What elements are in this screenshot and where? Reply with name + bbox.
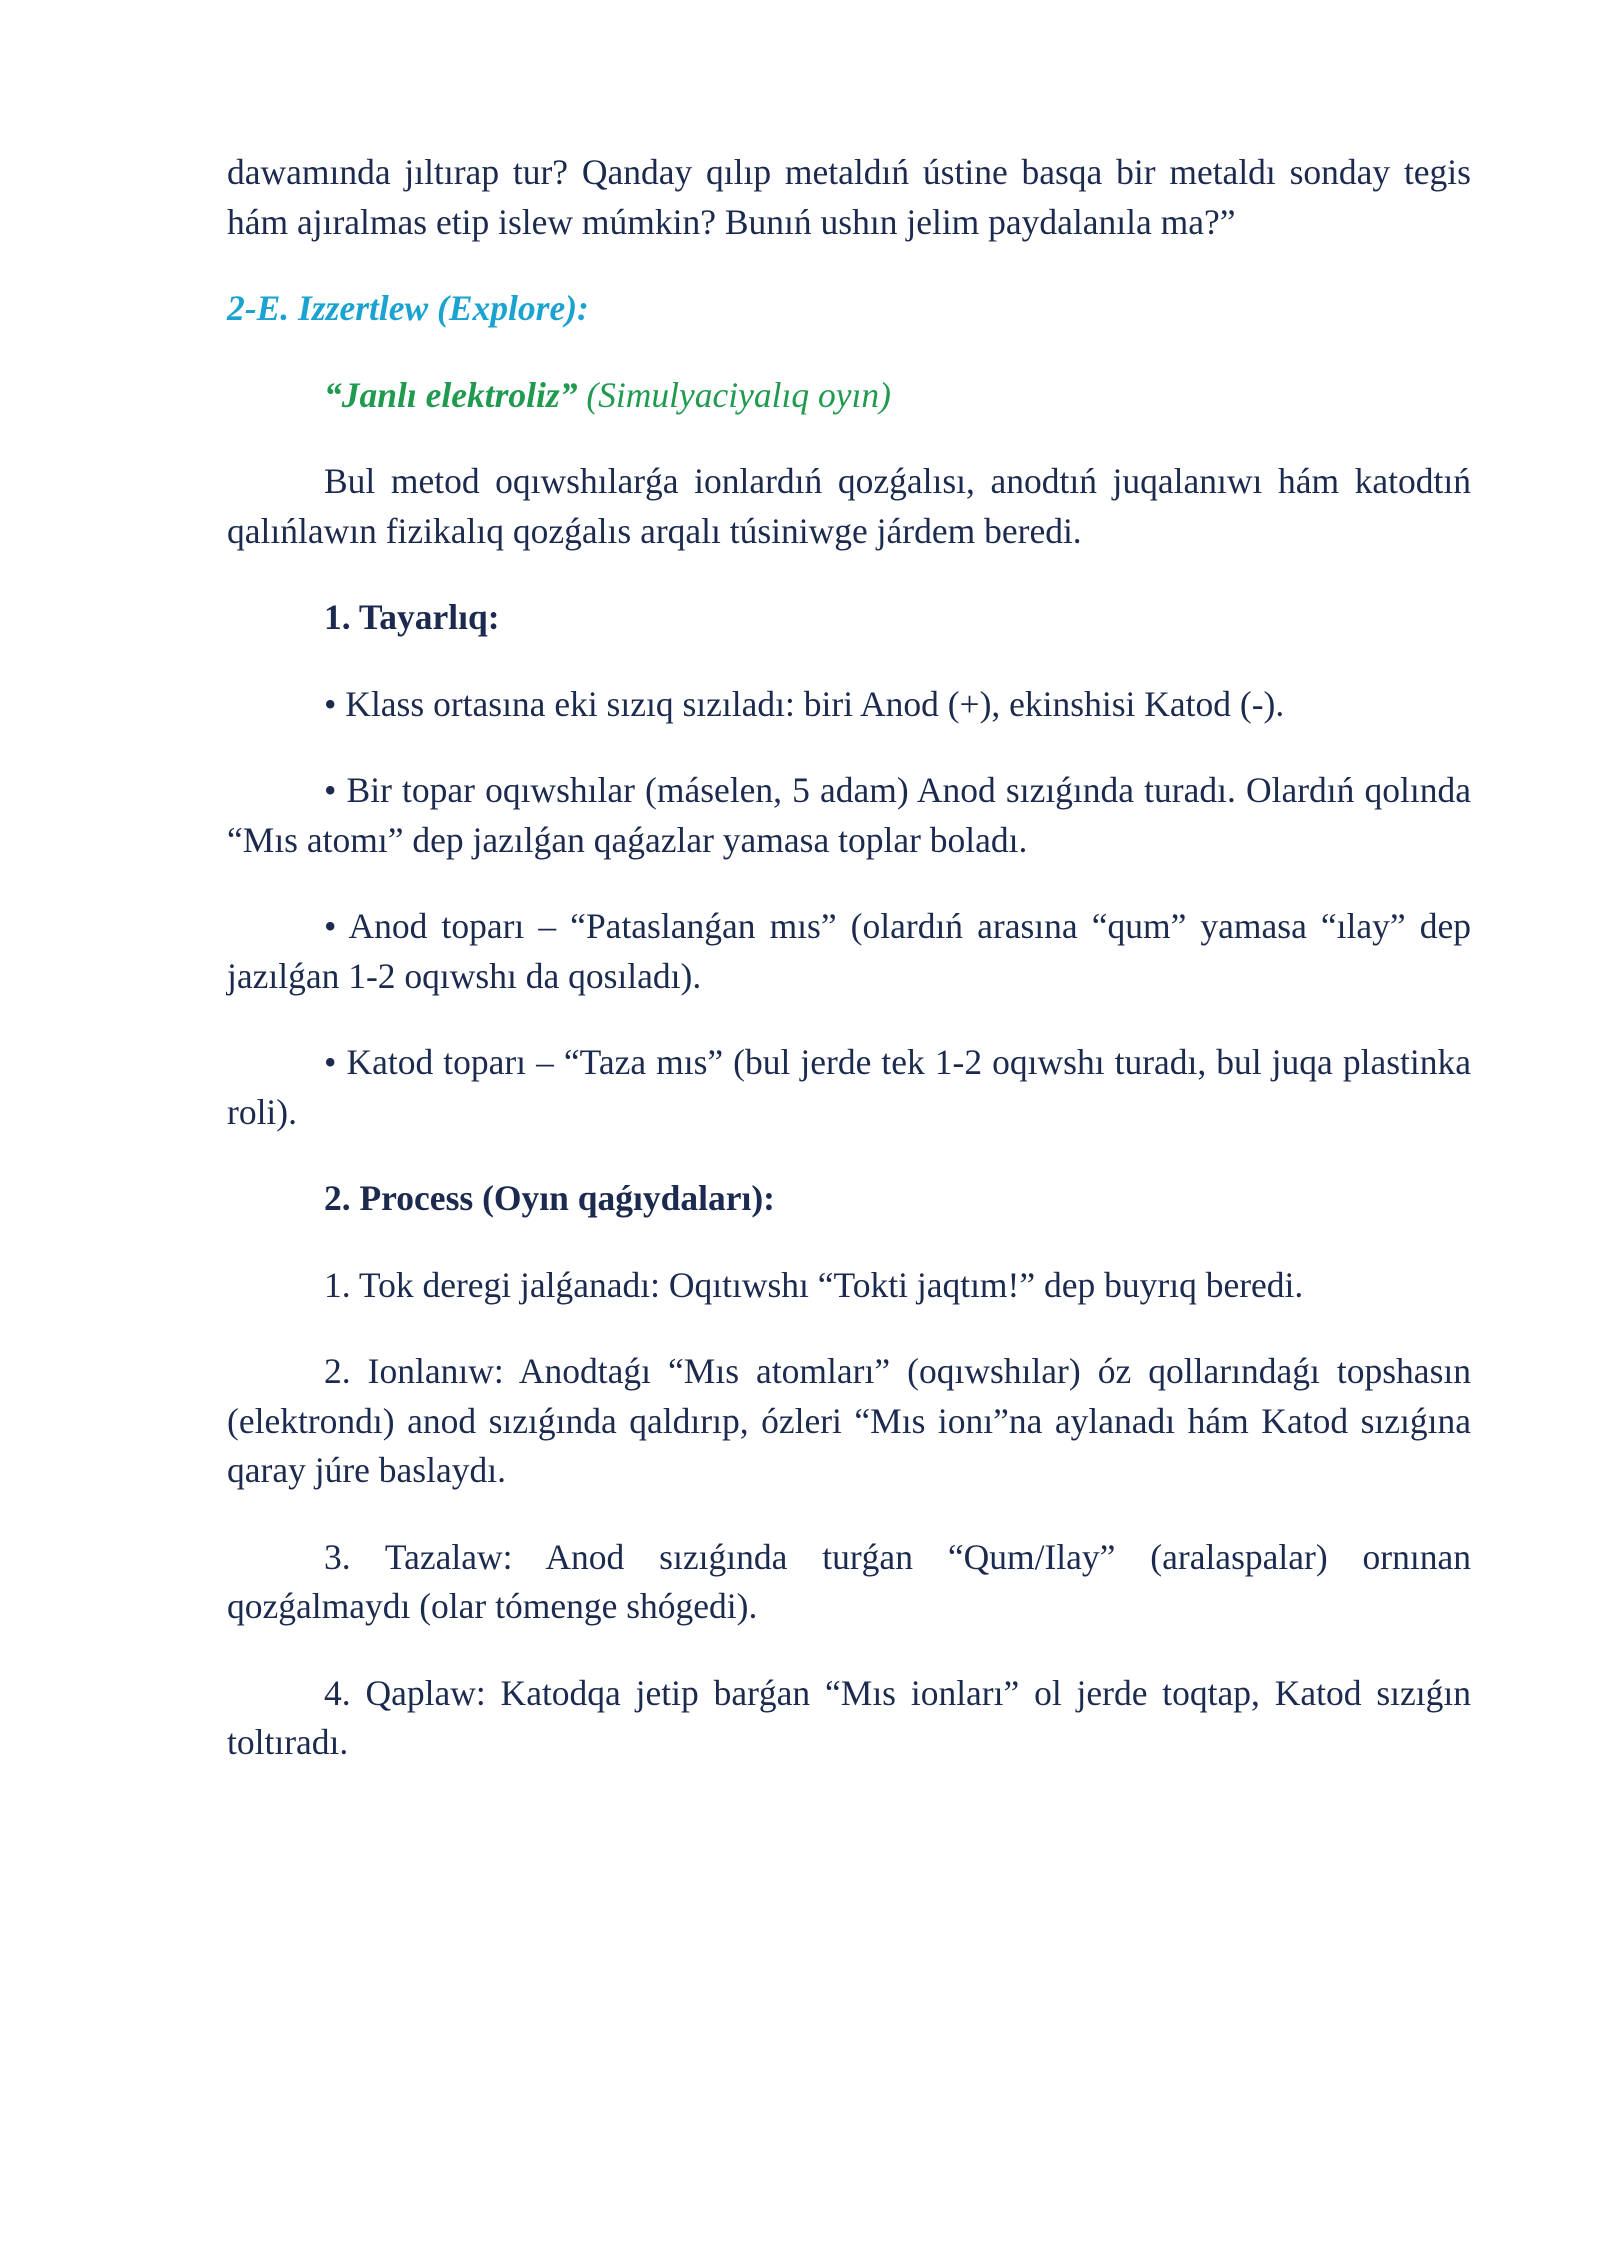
method-description: Bul metod oqıwshılarǵa ionlardıń qozǵalısı, anodtıń juqalanıwı hám katodtıń qalıńlawın fizikalıq qozǵalıs arqalı túsiniwge járdem beredi. — [227, 461, 1471, 551]
document-page — [227, 148, 1471, 1805]
process-step: 4. Qaplaw: Katodqa jetip barǵan “Mıs ionları” ol jerde toqtap, Katod sızıǵın toltıradı. — [227, 1672, 1471, 1762]
preparation-item: • Klass ortasına eki sızıq sızıladı: biri Anod (+), ekinshisi Katod (-). — [324, 683, 1285, 724]
preparation-item: • Anod toparı – “Pataslanǵan mıs” (olardıń arasına “qum” yamasa “ılay” dep jazılǵan 1-2 oqıwshı da qosıladı). — [227, 906, 1471, 996]
game-title: “Janlı elektroliz” — [324, 374, 578, 415]
game-subtitle: (Simulyaciyalıq oyın) — [577, 374, 891, 415]
game-title-line — [227, 371, 1471, 421]
process-heading: 2. Process (Oyın qaǵıydaları): — [324, 1178, 775, 1218]
preparation-heading: 1. Tayarlıq: — [324, 597, 500, 637]
section-title: 2-E. Izzertlew (Explore): — [227, 288, 589, 328]
preparation-item: • Bir topar oqıwshılar (máselen, 5 adam) Anod sızıǵında turadı. Olardıń qolında “Mıs atomı” dep jazılǵan qaǵazlar yamasa toplar boladı. — [227, 770, 1471, 860]
process-step: 2. Ionlanıw: Anodtaǵı “Mıs atomları” (oqıwshılar) óz qollarındaǵı topshasın (elektrondı) anod sızıǵında qaldırıp, ózleri “Mıs ionı”na aylanadı hám Katod sızıǵına qaray júre baslaydı. — [227, 1351, 1471, 1490]
intro-paragraph: dawamında jıltırap tur? Qanday qılıp metaldıń ústine basqa bir metaldı sonday tegis hám ajıralmas etip islew múmkin? Bunıń ushın jelim paydalanıla ma?” — [227, 152, 1471, 242]
process-step: 3. Tazalaw: Anod sızıǵında turǵan “Qum/Ilay” (aralaspalar) ornınan qozǵalmaydı (olar tómenge shógedi). — [227, 1536, 1471, 1626]
process-step: 1. Tok deregi jalǵanadı: Oqıtıwshı “Tokti jaqtım!” dep buyrıq beredi. — [324, 1264, 1304, 1305]
preparation-item: • Katod toparı – “Taza mıs” (bul jerde tek 1-2 oqıwshı turadı, bul juqa plastinka roli). — [227, 1042, 1471, 1132]
